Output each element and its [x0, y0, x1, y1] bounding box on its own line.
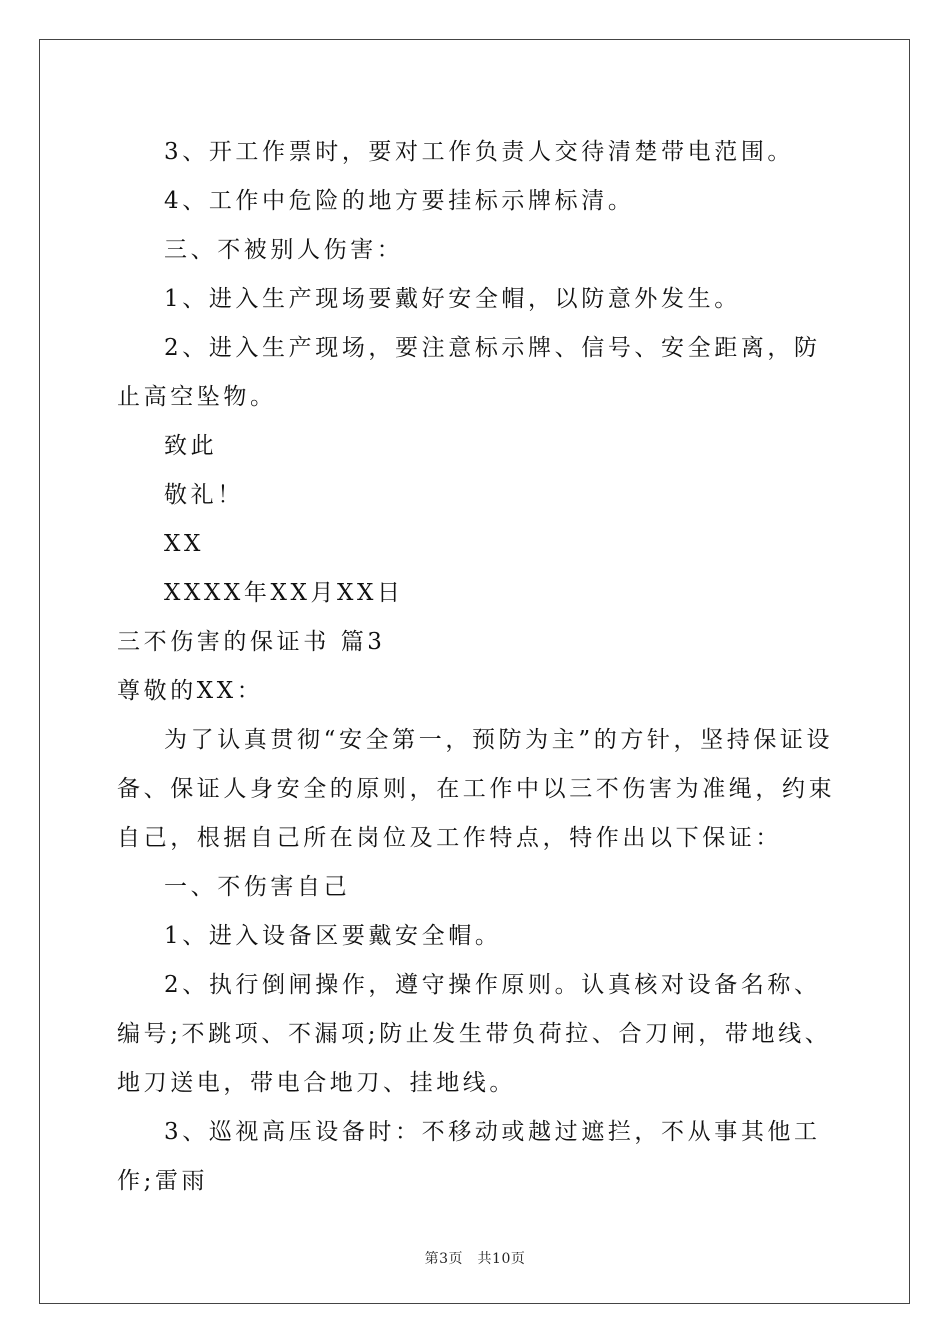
paragraph: 2、执行倒闸操作，遵守操作原则。认真核对设备名称、编号;不跳项、不漏项;防止发生带负荷拉、合刀闸，带地线、地刀送电，带电合地刀、挂地线。	[117, 972, 832, 1096]
paragraph: 三、不被别人伤害：	[164, 237, 404, 263]
paragraph: 4、工作中危险的地方要挂标示牌标清。	[164, 188, 635, 214]
page-number-footer: 第3页 共10页	[424, 1251, 526, 1267]
paragraph: 1、进入生产现场要戴好安全帽，以防意外发生。	[164, 286, 741, 312]
paragraph: 一、不伤害自己	[164, 874, 351, 900]
paragraph: 1、进入设备区要戴安全帽。	[164, 923, 502, 949]
document-body	[117, 128, 837, 1206]
signature-date: XXXX年XX月XX日	[164, 580, 404, 606]
closing-salutation: 致此	[164, 433, 218, 459]
paragraph: 3、开工作票时，要对工作负责人交待清楚带电范围。	[164, 139, 795, 165]
paragraph: 2、进入生产现场，要注意标示牌、信号、安全距离，防止高空坠物。	[117, 335, 821, 410]
salutation: 尊敬的XX：	[117, 678, 264, 704]
signature-name: XX	[164, 531, 204, 557]
paragraph: 3、巡视高压设备时：不移动或越过遮拦，不从事其他工作;雷雨	[117, 1119, 821, 1194]
closing-regards: 敬礼！	[164, 482, 244, 508]
paragraph: 为了认真贯彻“安全第一，预防为主”的方针，坚持保证设备、保证人身安全的原则，在工作中以三不伤害为准绳，约束自己，根据自己所在岗位及工作特点，特作出以下保证：	[117, 727, 836, 851]
section-title: 三不伤害的保证书 篇3	[117, 629, 386, 655]
